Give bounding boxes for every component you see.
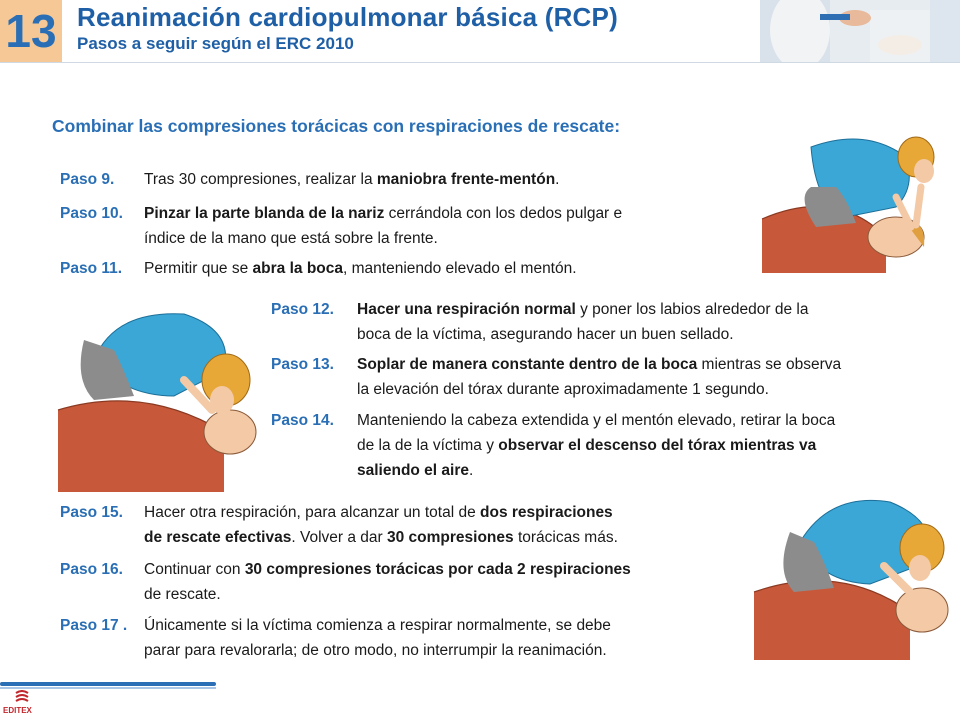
step-16 [60, 557, 750, 607]
step-text [357, 297, 808, 347]
footer-bar-light [0, 687, 216, 689]
logo-icon [14, 690, 30, 704]
illustration-second-breath [750, 492, 952, 660]
step-line [144, 167, 559, 192]
step-14 [271, 408, 951, 483]
bold-text: Pinzar la parte blanda de la nariz [144, 205, 385, 222]
step-label: Paso 16. [60, 561, 123, 578]
step-text [144, 256, 577, 281]
header-photo [760, 0, 960, 62]
step-line [357, 297, 808, 322]
bold-text: Soplar de manera constante dentro de la boca [357, 356, 698, 373]
step-line [357, 408, 835, 433]
header-divider [0, 62, 960, 63]
step-text [144, 201, 622, 251]
step-line [144, 525, 618, 550]
text-run: . [555, 171, 560, 188]
step-9 [60, 167, 720, 192]
step-text [144, 500, 618, 550]
bold-text: observar el descenso del tórax mientras va [498, 437, 817, 454]
footer-bar [0, 682, 216, 686]
text-run: parar para revalorarla; de otro modo, no interrumpir la reanimación. [144, 642, 607, 659]
step-line [357, 458, 835, 483]
bold-text: saliendo el aire [357, 462, 469, 479]
text-run: Manteniendo la cabeza extendida y el mentón elevado, retirar la boca [357, 412, 836, 429]
step-line [357, 352, 841, 377]
text-run: , manteniendo elevado el mentón. [343, 260, 577, 277]
step-label: Paso 11. [60, 260, 123, 277]
text-run: boca de la víctima, asegurando hacer un buen sellado. [357, 326, 734, 343]
step-line [357, 322, 808, 347]
step-12 [271, 297, 931, 347]
text-run: cerrándola con los dedos pulgar e [384, 205, 623, 222]
step-line [144, 500, 618, 525]
text-run: de rescate. [144, 586, 221, 603]
step-line [357, 377, 841, 402]
bold-text: Hacer una respiración normal [357, 301, 576, 318]
text-run: y poner los labios alrededor de la [575, 301, 809, 318]
step-label: Paso 9. [60, 171, 115, 188]
step-line [144, 256, 577, 281]
bold-text: abra la boca [252, 260, 344, 277]
step-13 [271, 352, 951, 402]
step-line [357, 433, 835, 458]
step-label: Paso 17 . [60, 617, 128, 634]
publisher-logo: EDITEX [3, 706, 32, 715]
section-heading: Combinar las compresiones torácicas con respiraciones de rescate: [52, 116, 621, 136]
step-label: Paso 10. [60, 205, 123, 222]
step-line [144, 613, 611, 638]
step-label: Paso 13. [271, 356, 334, 373]
step-text [357, 408, 835, 483]
step-10 [60, 201, 730, 251]
text-run: la elevación del tórax durante aproximadamente 1 segundo. [357, 381, 769, 398]
step-text [144, 167, 559, 192]
illustration-head-tilt [756, 127, 952, 273]
bold-text: maniobra frente-mentón [376, 171, 556, 188]
text-run: Únicamente si la víctima comienza a respirar normalmente, se debe [144, 617, 611, 634]
text-run: . [469, 462, 474, 479]
step-label: Paso 14. [271, 412, 334, 429]
bold-text: 30 compresiones torácicas por cada 2 respiraciones [244, 561, 631, 578]
page-subtitle: Pasos a seguir según el ERC 2010 [77, 34, 354, 53]
text-run: torácicas más. [513, 529, 618, 546]
step-11 [60, 256, 720, 281]
text-run: de la de la víctima y [357, 437, 499, 454]
text-run: índice de la mano que está sobre la frente. [144, 230, 438, 247]
step-text [357, 352, 841, 402]
step-line [144, 226, 622, 251]
step-text [144, 557, 631, 607]
text-run: Permitir que se [144, 260, 253, 277]
page-title: Reanimación cardiopulmonar básica (RCP) [77, 2, 618, 32]
illustration-rescue-breath [54, 300, 260, 492]
text-run: mientras se observa [697, 356, 842, 373]
step-label: Paso 15. [60, 504, 123, 521]
step-line [144, 582, 631, 607]
text-run: . Volver a dar [291, 529, 387, 546]
step-label: Paso 12. [271, 301, 334, 318]
step-15 [60, 500, 740, 550]
step-line [144, 638, 611, 663]
text-run: Tras 30 compresiones, realizar la [144, 171, 377, 188]
bold-text: dos respiraciones [480, 504, 613, 521]
step-text [144, 613, 611, 663]
step-line [144, 201, 622, 226]
step-17 [60, 613, 740, 663]
text-run: Hacer otra respiración, para alcanzar un total de [144, 504, 481, 521]
text-run: Continuar con [144, 561, 245, 578]
bold-text: de rescate efectivas [144, 529, 292, 546]
bold-text: 30 compresiones [387, 529, 514, 546]
step-line [144, 557, 631, 582]
chapter-number: 13 [0, 0, 62, 62]
